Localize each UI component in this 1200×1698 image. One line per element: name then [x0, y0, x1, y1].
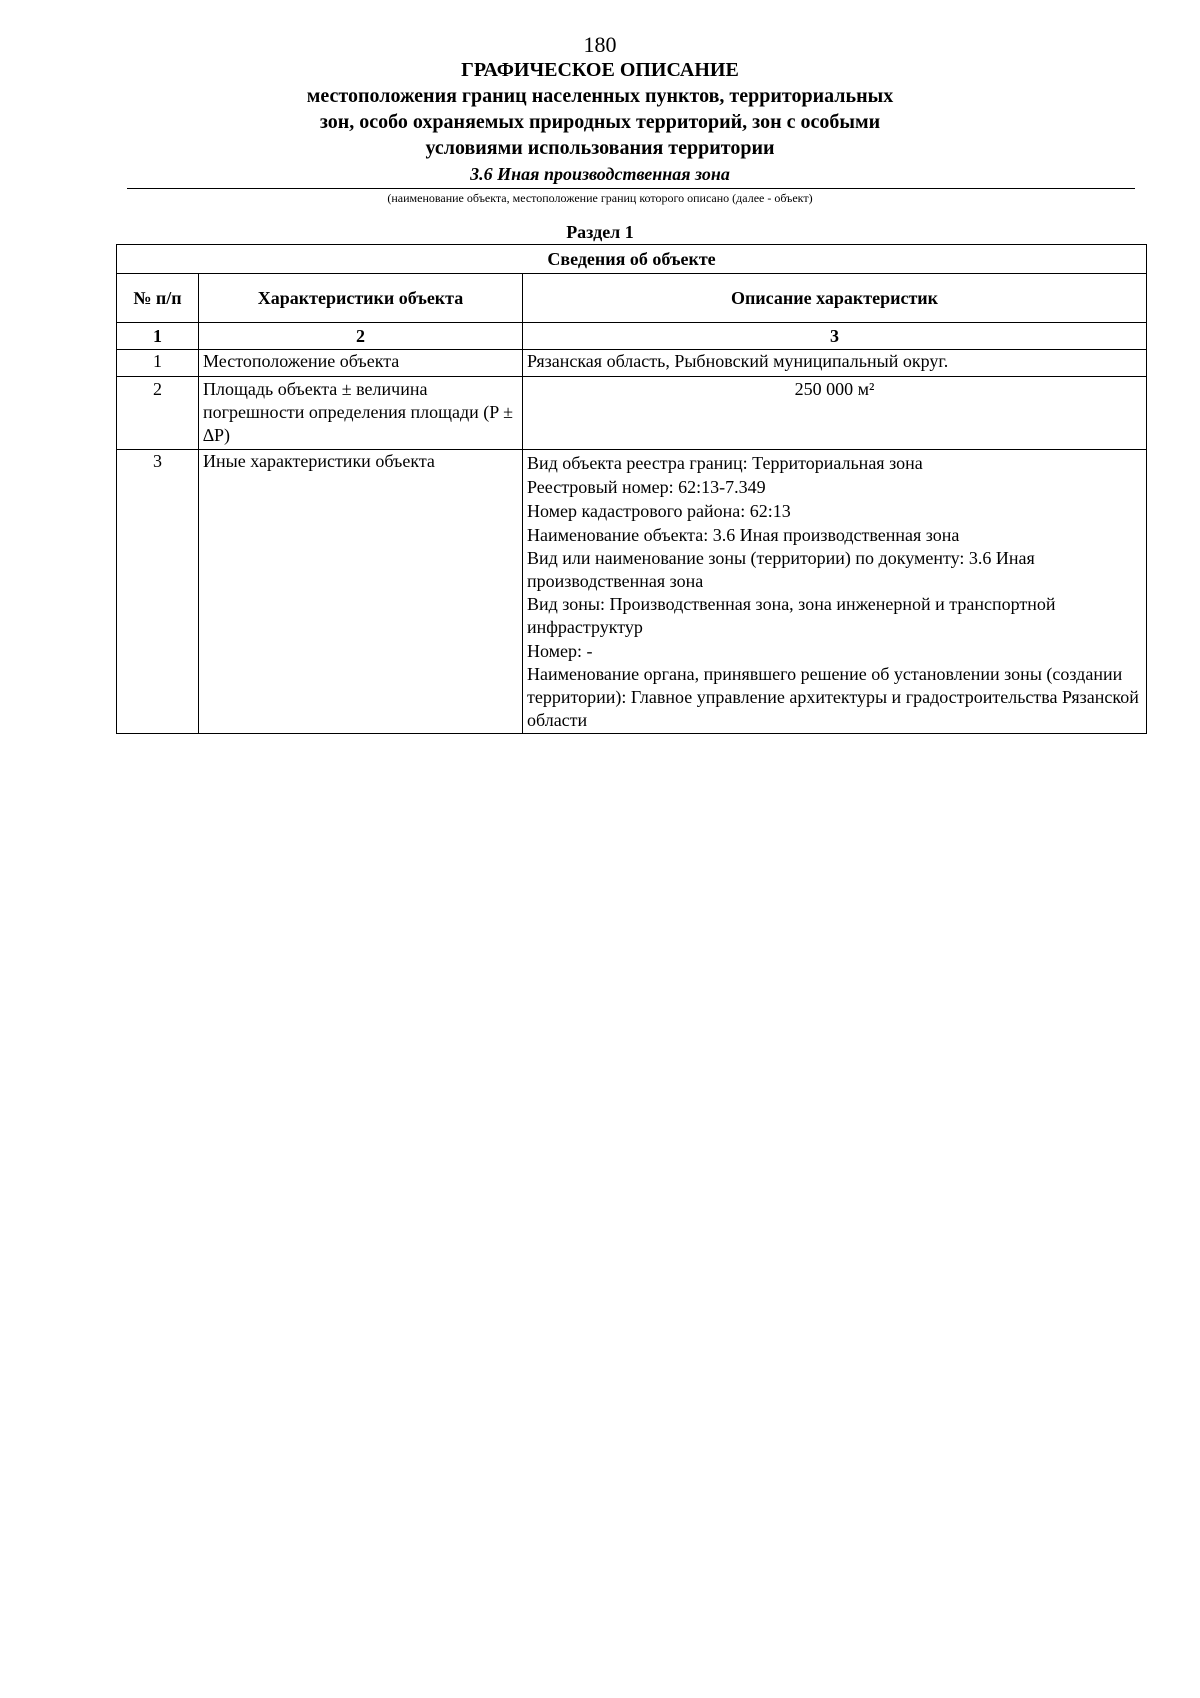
- description-line: Вид или наименование зоны (территории) по документу: 3.6 Иная производственная зона: [527, 548, 1035, 591]
- page-number: 180: [583, 32, 617, 57]
- row-description: Рязанская область, Рыбновский муниципальный округ.: [523, 350, 1147, 377]
- description-line: Номер: -: [527, 641, 593, 661]
- description-line: Реестровый номер: 62:13-7.349: [527, 477, 766, 497]
- row-number: 1: [117, 350, 199, 377]
- object-name: 3.6 Иная производственная зона: [470, 164, 730, 184]
- description-line: Вид объекта реестра границ: Территориальная зона: [527, 453, 923, 473]
- document-subtitle-line-3: условиями использования территории: [425, 137, 775, 159]
- document-title: ГРАФИЧЕСКОЕ ОПИСАНИЕ: [461, 59, 739, 81]
- section-title: Раздел 1: [566, 222, 634, 242]
- table-row: [117, 350, 1147, 377]
- row-description-list: [523, 450, 1147, 734]
- row-characteristic: Площадь объекта ± величина погрешности определения площади (P ± ∆P): [199, 377, 523, 450]
- description-line: Наименование органа, принявшего решение об установлении зоны (создании территории): Главное управление архитектуры и градостроительства Рязанской области: [527, 664, 1139, 730]
- column-header-description: Описание характеристик: [523, 274, 1147, 323]
- description-line: Наименование объекта: 3.6 Иная производственная зона: [527, 525, 960, 545]
- table-row: [117, 450, 1147, 734]
- description-line: Номер кадастрового района: 62:13: [527, 501, 791, 521]
- column-number: 3: [523, 323, 1147, 350]
- object-info-table: [116, 244, 1147, 734]
- document-subtitle-line-1: местоположения границ населенных пунктов, территориальных: [306, 85, 894, 107]
- object-name-caption: (наименование объекта, местоположение границ которого описано (далее - объект): [387, 191, 813, 205]
- column-header-num: № п/п: [117, 274, 199, 323]
- description-line: Вид зоны: Производственная зона, зона инженерной и транспортной инфраструктур: [527, 594, 1056, 637]
- row-characteristic: Местоположение объекта: [199, 350, 523, 377]
- row-description: 250 000 м²: [523, 377, 1147, 450]
- document-subtitle-line-2: зон, особо охраняемых природных территорий, зон с особыми: [319, 111, 881, 133]
- row-number: 2: [117, 377, 199, 450]
- document-header: [0, 58, 1200, 185]
- column-number: 2: [199, 323, 523, 350]
- column-header-characteristics: Характеристики объекта: [199, 274, 523, 323]
- row-number: 3: [117, 450, 199, 734]
- table-caption: Сведения об объекте: [117, 245, 1147, 274]
- column-number: 1: [117, 323, 199, 350]
- row-characteristic: Иные характеристики объекта: [199, 450, 523, 734]
- underline-rule: [127, 188, 1135, 189]
- table-row: [117, 377, 1147, 450]
